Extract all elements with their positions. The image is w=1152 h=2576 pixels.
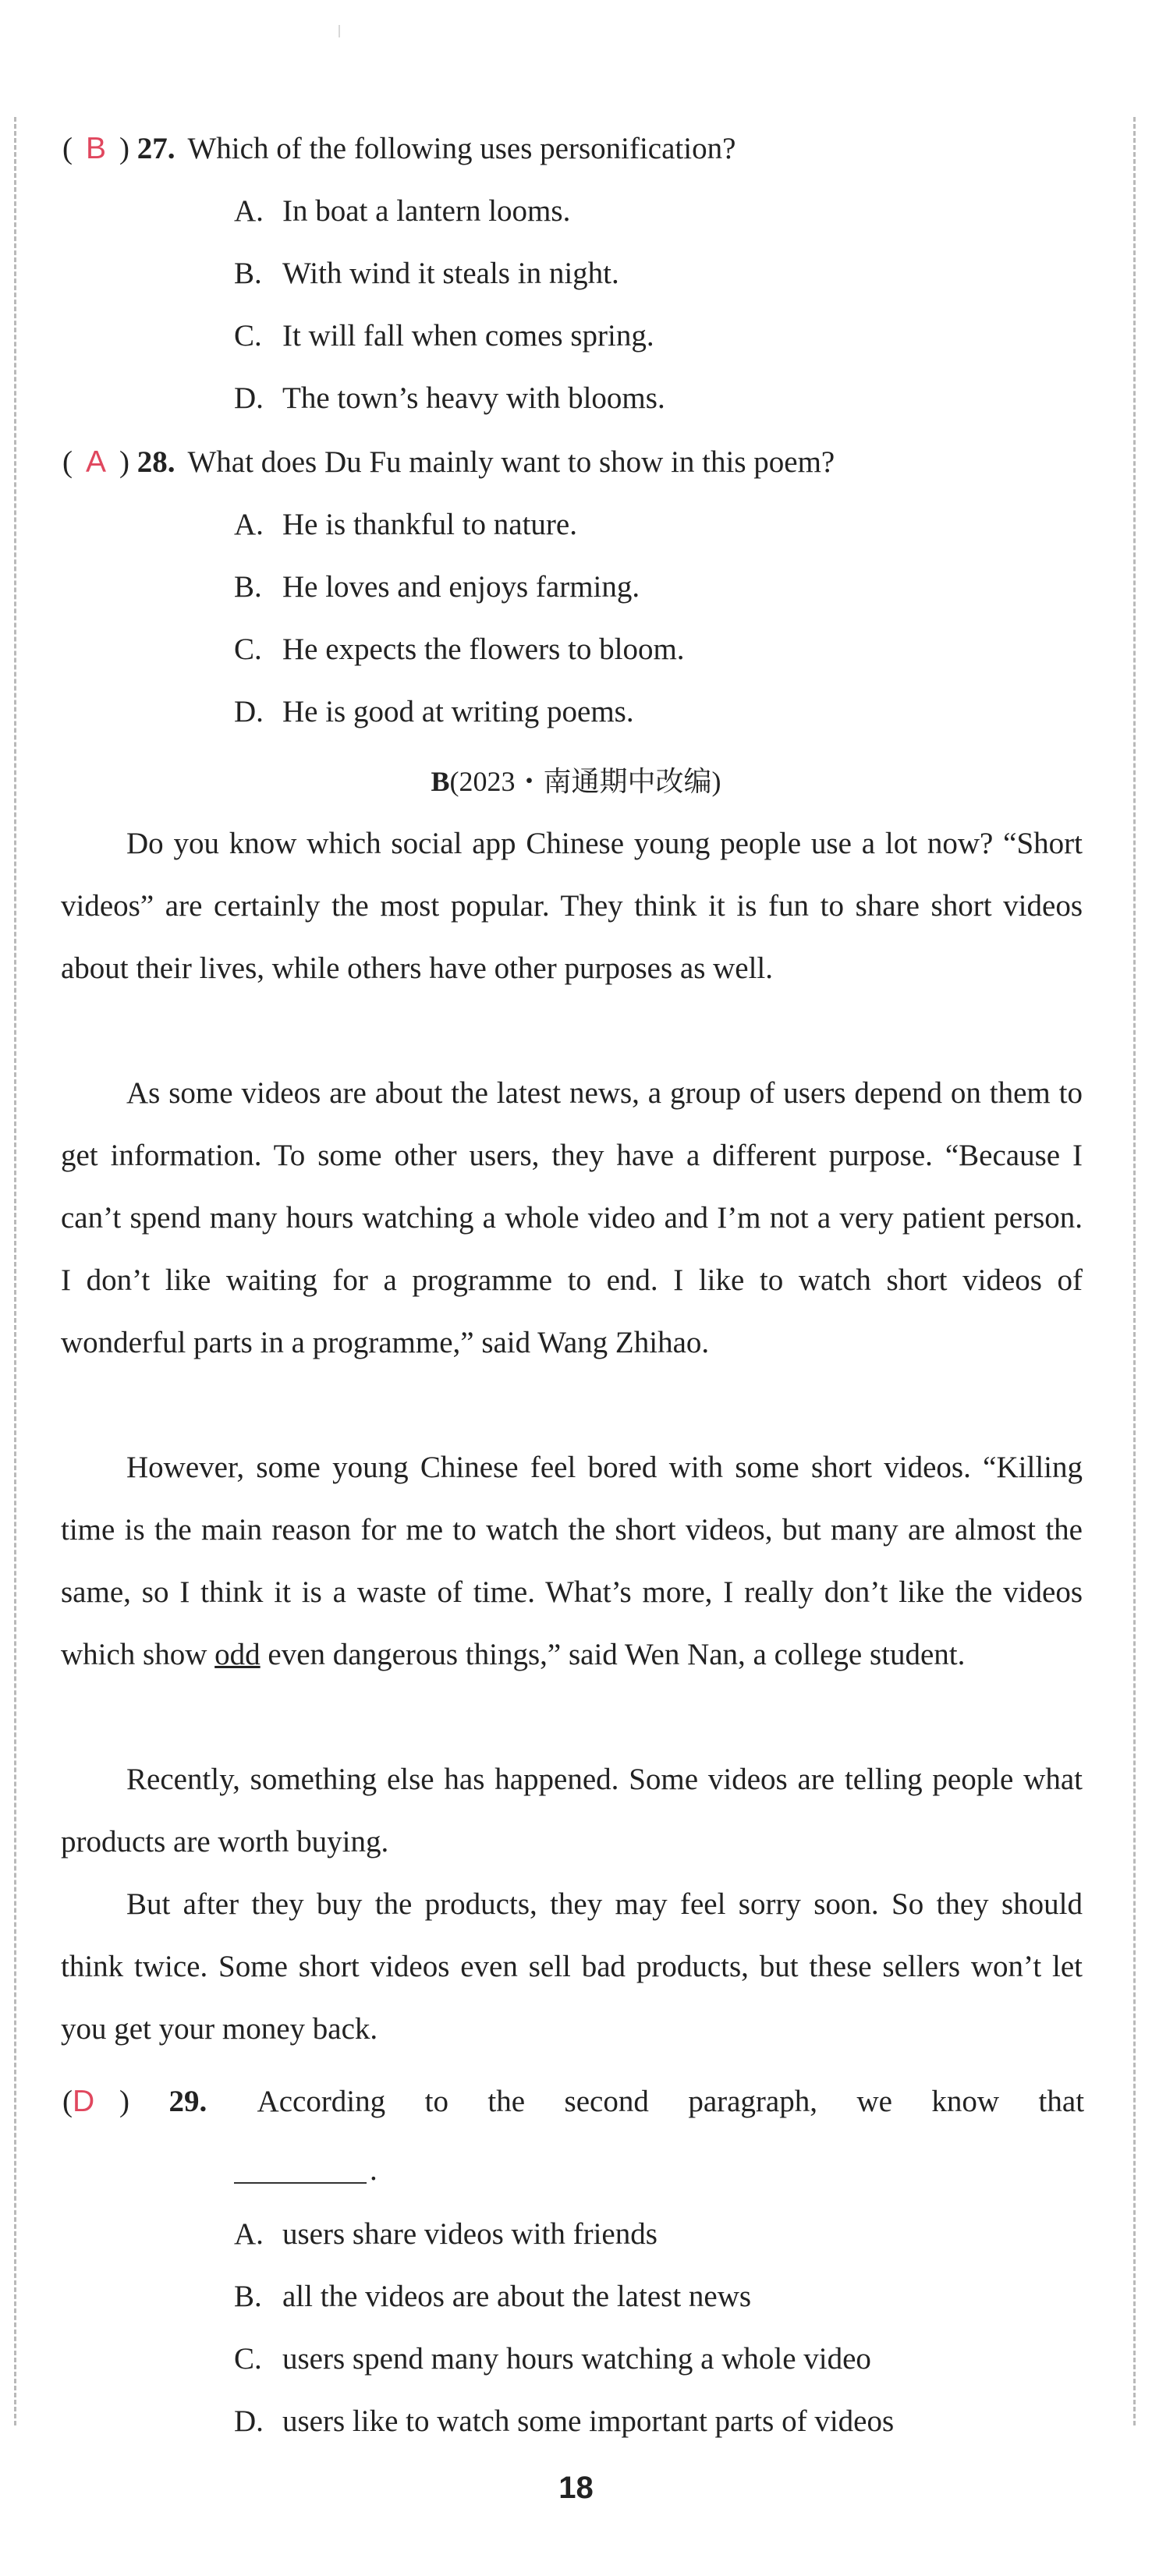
answer-28: A <box>85 445 106 479</box>
top-tick-mark <box>339 25 340 37</box>
option-27-c: C. It will fall when comes spring. <box>234 319 654 353</box>
option-29-d: D. users like to watch some important parts of videos <box>234 2404 895 2438</box>
option-27-d: D. The town’s heavy with blooms. <box>234 381 665 415</box>
answer-blank-line <box>234 2182 367 2184</box>
question-stem: Which of the following uses personification? <box>187 132 736 165</box>
option-27-b: B. With wind it steals in night. <box>234 257 619 290</box>
question-number: 28. <box>136 445 175 479</box>
question-number: 29. <box>168 2085 207 2118</box>
option-28-c: C. He expects the flowers to bloom. <box>234 632 685 666</box>
passage-paragraph-1: Do you know which social app Chinese young people use a lot now? “Short videos” are certainly the most popular. They think it is fun to share short videos about their lives, while others have other purposes as well. <box>61 827 1083 985</box>
question-stem: What does Du Fu mainly want to show in this poem? <box>187 445 835 479</box>
blank-period: . <box>370 2153 378 2187</box>
option-28-b: B. He loves and enjoys farming. <box>234 570 640 604</box>
option-29-c: C. users spend many hours watching a whole video <box>234 2342 871 2376</box>
option-28-d: D. He is good at writing poems. <box>234 695 634 728</box>
question-27: ( B ) 27. Which of the following uses personification? <box>62 132 736 165</box>
right-cut-line <box>1133 117 1136 2425</box>
answer-27: B <box>85 132 106 165</box>
passage-paragraph-5: But after they buy the products, they may feel sorry soon. So they should think twice. Some short videos even sell bad products, but these sellers won’t let you get your money back. <box>61 1887 1083 2046</box>
answer-29: D <box>73 2085 95 2118</box>
left-cut-line <box>14 117 16 2425</box>
underlined-word: odd <box>214 1638 261 1671</box>
question-28: ( A ) 28. What does Du Fu mainly want to show in this poem? <box>62 445 835 479</box>
passage-paragraph-4: Recently, something else has happened. Some videos are telling people what products are worth buying. <box>61 1763 1083 1858</box>
passage-paragraph-2: As some videos are about the latest news, a group of users depend on them to get information. To some other users, they have a different purpose. “Because I can’t spend many hours watching a whole video and I’m not a very patient person. I don’t like waiting for a programme to end. I like to watch short videos of wonderful parts in a programme,” said Wang Zhihao. <box>61 1076 1083 1359</box>
page-number: 18 <box>558 2471 594 2505</box>
question-number: 27. <box>136 132 175 165</box>
question-29: (D ) 29. According to the second paragraph, we know that <box>62 2085 1085 2118</box>
option-28-a: A. He is thankful to nature. <box>234 508 577 541</box>
passage-paragraph-3: However, some young Chinese feel bored with some short videos. “Killing time is the main reason for me to watch the short videos, but many are almost the same, so I think it is a waste of time. What’s more, I really don’t like the videos which show odd even dangerous things,” said Wen Nan, a college student. <box>61 1451 1083 1671</box>
section-b-title: B(2023・南通期中改编) <box>431 766 721 797</box>
option-29-b: B. all the videos are about the latest news <box>234 2280 752 2313</box>
option-29-a: A. users share videos with friends <box>234 2217 658 2251</box>
option-27-a: A. In boat a lantern looms. <box>234 194 571 228</box>
